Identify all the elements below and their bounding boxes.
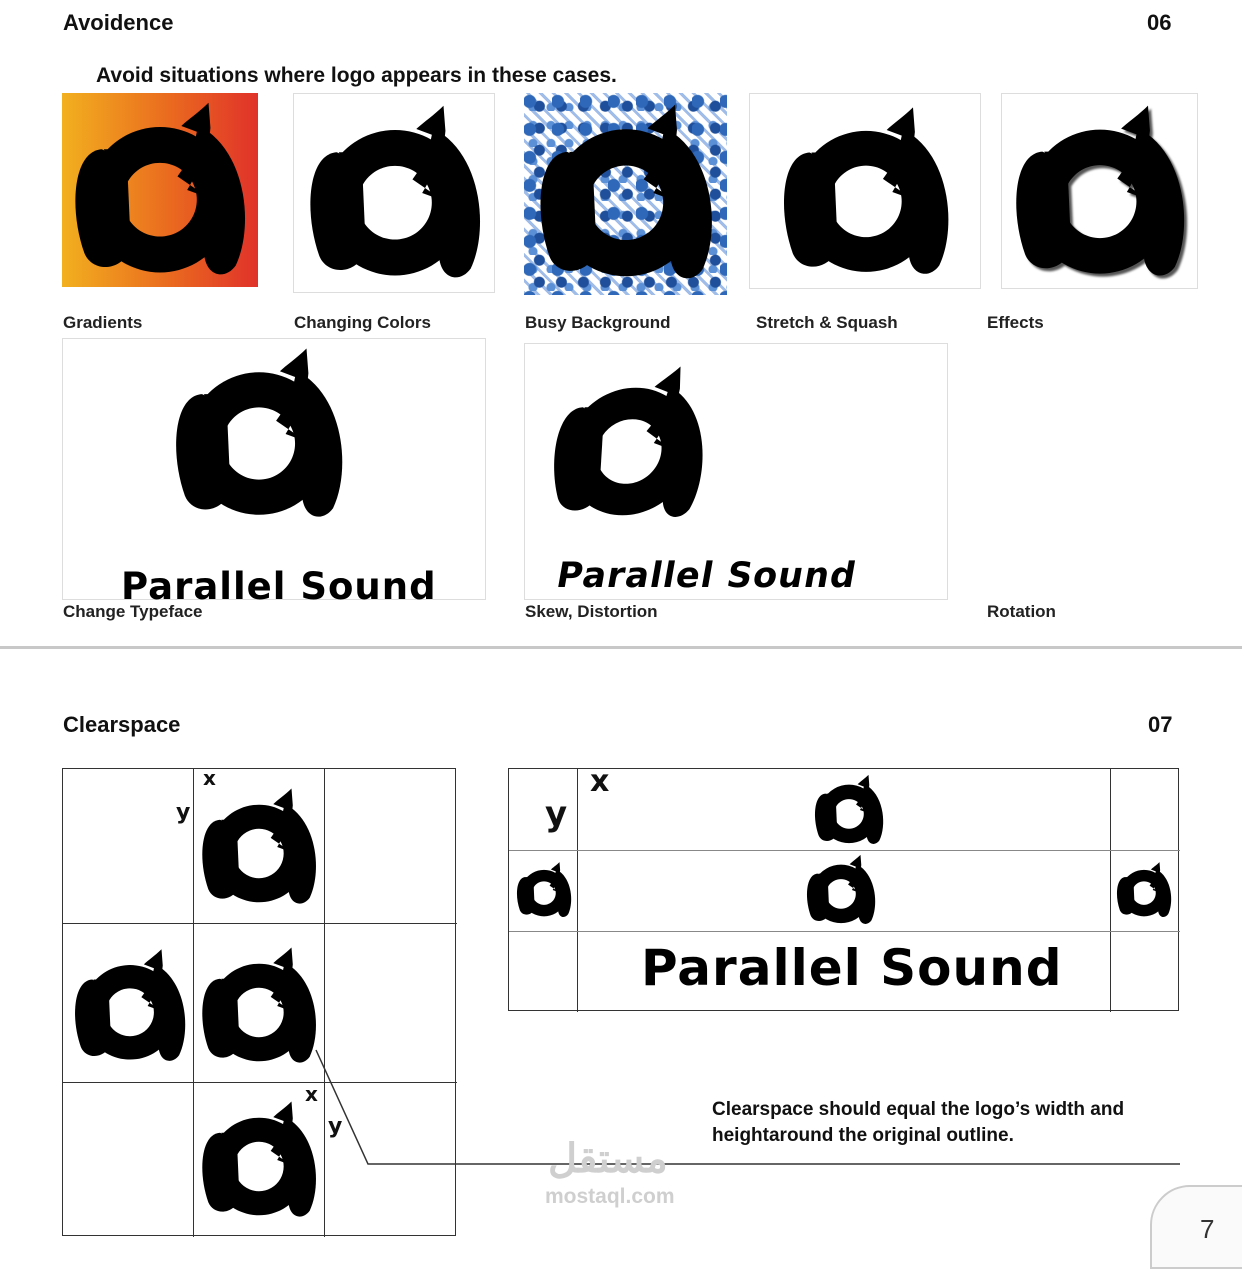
example-label: Gradients [63, 313, 143, 332]
clearspace-grid-vertical [62, 768, 456, 1236]
logo-icon [752, 98, 980, 286]
watermark-latin: mostaql.com [545, 1185, 675, 1208]
stretch-squash-example [749, 93, 981, 289]
clearspace-note: Clearspace should equal the logo’s width and heightaround the original outline. [712, 1099, 1125, 1146]
logo-icon [194, 773, 324, 921]
logo-icon [67, 932, 193, 1080]
effects-example [1001, 93, 1198, 289]
y-marker: y [328, 1114, 343, 1139]
changing-colors-example [293, 93, 495, 293]
page-07-number: 07 [1148, 712, 1173, 737]
logo-icon [513, 853, 575, 927]
logo-icon [535, 348, 725, 538]
brand-name-text: Parallel Sound [553, 556, 860, 596]
logo-icon [1113, 853, 1175, 927]
page-corner-tab [1150, 1185, 1242, 1269]
logo-icon [194, 932, 324, 1080]
example-label: Change Typeface [63, 602, 203, 621]
page-divider [0, 646, 1242, 649]
logo-icon [194, 1086, 324, 1234]
change-typeface-example [62, 338, 486, 608]
logo-icon [62, 93, 258, 287]
x-marker: x [305, 1082, 318, 1106]
page-07-title: Clearspace [63, 712, 181, 737]
y-marker: y [176, 800, 191, 825]
example-label: Effects [987, 313, 1044, 332]
page-06-title: Avoidence [63, 10, 174, 35]
page-06-number: 06 [1147, 10, 1172, 35]
page-06-subtitle: Avoid situations where logo appears in these cases. [96, 64, 617, 87]
busy-background-example [524, 93, 727, 295]
clearspace-grid-horizontal [508, 768, 1179, 1011]
x-marker: x [203, 766, 216, 790]
example-label: Busy Background [525, 313, 671, 332]
skew-distortion-example [524, 343, 948, 600]
page-corner-number: 7 [1200, 1214, 1215, 1244]
watermark-arabic: مستقل [548, 1137, 668, 1181]
logo-icon [807, 771, 891, 849]
logo-icon [298, 96, 492, 290]
logo-icon [528, 95, 724, 291]
example-label: Rotation [987, 602, 1056, 621]
example-label: Skew, Distortion [525, 602, 658, 621]
logo-icon [1004, 96, 1196, 288]
brand-name-text: Parallel Sound [641, 939, 1063, 997]
y-marker: y [545, 794, 568, 834]
example-label: Changing Colors [294, 313, 431, 332]
example-label: Stretch & Squash [756, 313, 898, 332]
logo-icon [799, 851, 883, 929]
logo-icon [159, 339, 359, 529]
gradients-example [62, 93, 258, 287]
brand-name-text: Parallel Sound [121, 565, 437, 608]
x-marker: x [590, 764, 610, 799]
